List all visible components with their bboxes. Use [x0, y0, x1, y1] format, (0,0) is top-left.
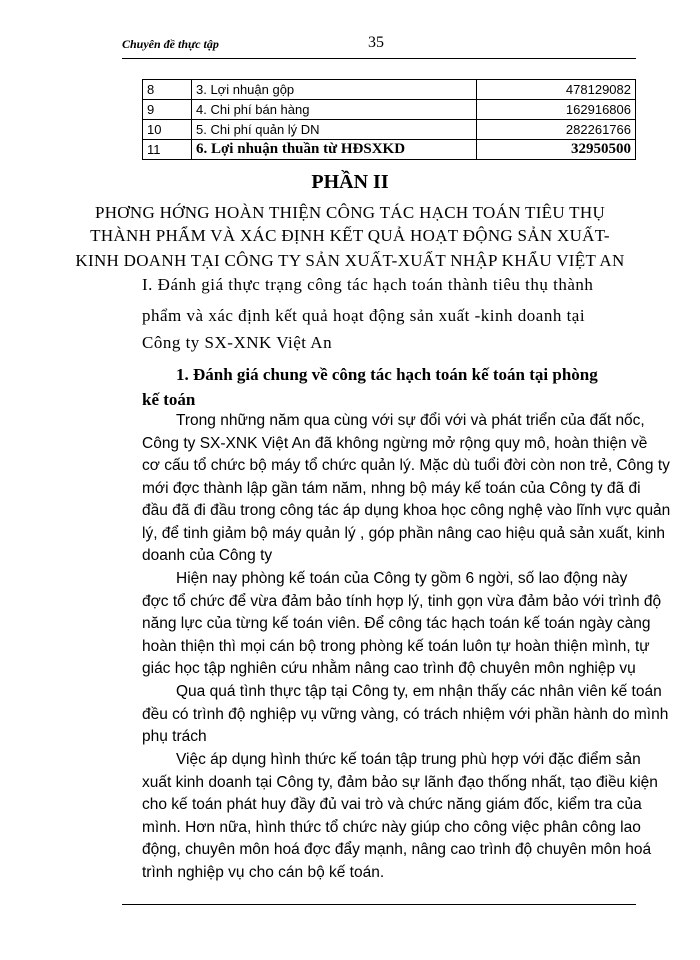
subsection-heading-line: 1. Đánh giá chung về công tác hạch toán kế toán tại phòng	[176, 365, 598, 384]
table-row	[143, 80, 636, 100]
text-line: xuất kinh doanh tại Công ty, đảm bảo sự lãnh đạo thống nhất, tạo điều kiện	[142, 773, 658, 791]
row-label: 6. Lợi nhuận thuần từ HĐSXKD	[192, 140, 477, 160]
text-line: doanh của Công ty	[142, 547, 273, 564]
row-value: 162916806	[477, 100, 636, 120]
paragraph	[142, 749, 658, 884]
text-line: đầu đã đi đầu trong công tác áp dụng khoa học công nghệ vào lĩnh vực quản	[142, 502, 671, 519]
text-line: Qua quá tình thực tập tại Công ty, em nhận thấy các nhân viên kế toán	[176, 683, 662, 700]
chapter-title-line: THÀNH PHẨM VÀ XÁC ĐỊNH KẾT QUẢ HOẠT ĐỘNG SẢN XUẤT-	[90, 226, 610, 245]
text-line: trình nghiệp vụ cho cán bộ kế toán.	[142, 863, 385, 881]
row-number: 8	[143, 80, 192, 100]
text-line: đợc tổ chức để vừa đảm bảo tính hợp lý, tinh gọn vừa đảm bảo với trình độ	[142, 592, 662, 610]
text-line: Việc áp dụng hình thức kế toán tập trung phù hợp với đặc điểm sản	[176, 751, 641, 768]
row-label: 4. Chi phí bán hàng	[192, 100, 477, 120]
row-number: 11	[143, 140, 192, 160]
paragraph	[142, 410, 671, 568]
subsection-heading-line: kế toán	[142, 390, 196, 409]
paragraph	[142, 681, 669, 749]
text-line: mình. Hơn nữa, hình thức tổ chức này giúp cho công việc phân công lao	[142, 818, 641, 836]
section-heading-line: phẩm và xác định kết quả hoạt động sản xuất -kinh doanh tại	[142, 306, 586, 325]
section-heading-line: I. Đánh giá thực trạng công tác hạch toán thành tiêu thụ thành	[142, 275, 594, 294]
section-heading-line: Công ty SX-XNK Việt An	[142, 333, 333, 352]
text-line: đều có trình độ nghiệp vụ vững vàng, có trách nhiệm với phần hành do mình	[142, 705, 669, 723]
part-heading: PHẦN II	[311, 171, 389, 193]
header-title: Chuyên đề thực tập	[122, 37, 219, 51]
text-line: Trong những năm qua cùng với sự đổi với và phát triển của đất nốc,	[176, 412, 645, 429]
chapter-title-line: KINH DOANH TẠI CÔNG TY SẢN XUẤT-XUẤT NHẬP KHẨU VIỆT AN	[75, 251, 625, 270]
row-value: 478129082	[477, 80, 636, 100]
text-line: Công ty SX-XNK Việt An đã không ngừng mở rộng quy mô, hoàn thiện về	[142, 434, 648, 452]
table-row	[143, 100, 636, 120]
page-header	[122, 34, 636, 59]
text-line: giác học tập nghiên cứu nhằm nâng cao trình độ chuyên môn nghiệp vụ	[142, 660, 636, 677]
page-number: 35	[368, 34, 384, 51]
row-number: 10	[143, 120, 192, 140]
row-value: 282261766	[477, 120, 636, 140]
text-line: phụ trách	[142, 728, 207, 745]
text-line: lý, để tinh giảm bộ máy quản lý , góp phần nâng cao hiệu quả sản xuất, kinh	[142, 524, 666, 542]
text-line: cơ cấu tổ chức bộ máy tổ chức quản lý. Mặc dù tuổi đời còn non trẻ, Công ty	[142, 457, 670, 474]
table-row	[143, 120, 636, 140]
text-line: Hiện nay phòng kế toán của Công ty gồm 6 ngời, số lao động này	[176, 570, 628, 587]
text-line: mới đợc thành lập gần tám năm, nhng bộ máy kế toán của Công ty đã đi	[142, 479, 641, 497]
text-line: cho kế toán phát huy đầy đủ vai trò và chức năng giám đốc, kiểm tra của	[142, 796, 642, 813]
footer-rule	[122, 904, 636, 905]
row-value: 32950500	[477, 140, 636, 160]
row-number: 9	[143, 100, 192, 120]
chapter-title-line: PHƠNG HỚNG HOÀN THIỆN CÔNG TÁC HẠCH TOÁN TIÊU THỤ	[94, 203, 606, 222]
row-label: 3. Lợi nhuận gộp	[192, 80, 477, 100]
table-row	[143, 140, 636, 160]
text-line: năng lực của từng kế toán viên. Để công tác hạch toán kế toán ngày càng	[142, 615, 651, 632]
paragraph	[142, 568, 662, 681]
row-label: 5. Chi phí quản lý DN	[192, 120, 477, 140]
text-line: động, chuyên môn hoá đợc đẩy mạnh, nâng cao trình độ chuyên môn hoá	[142, 841, 652, 858]
financial-table	[142, 79, 636, 160]
text-line: hoàn thiện thì mọi cán bộ trong phòng kế toán luôn tự hoàn thiện mình, tự	[142, 637, 650, 655]
